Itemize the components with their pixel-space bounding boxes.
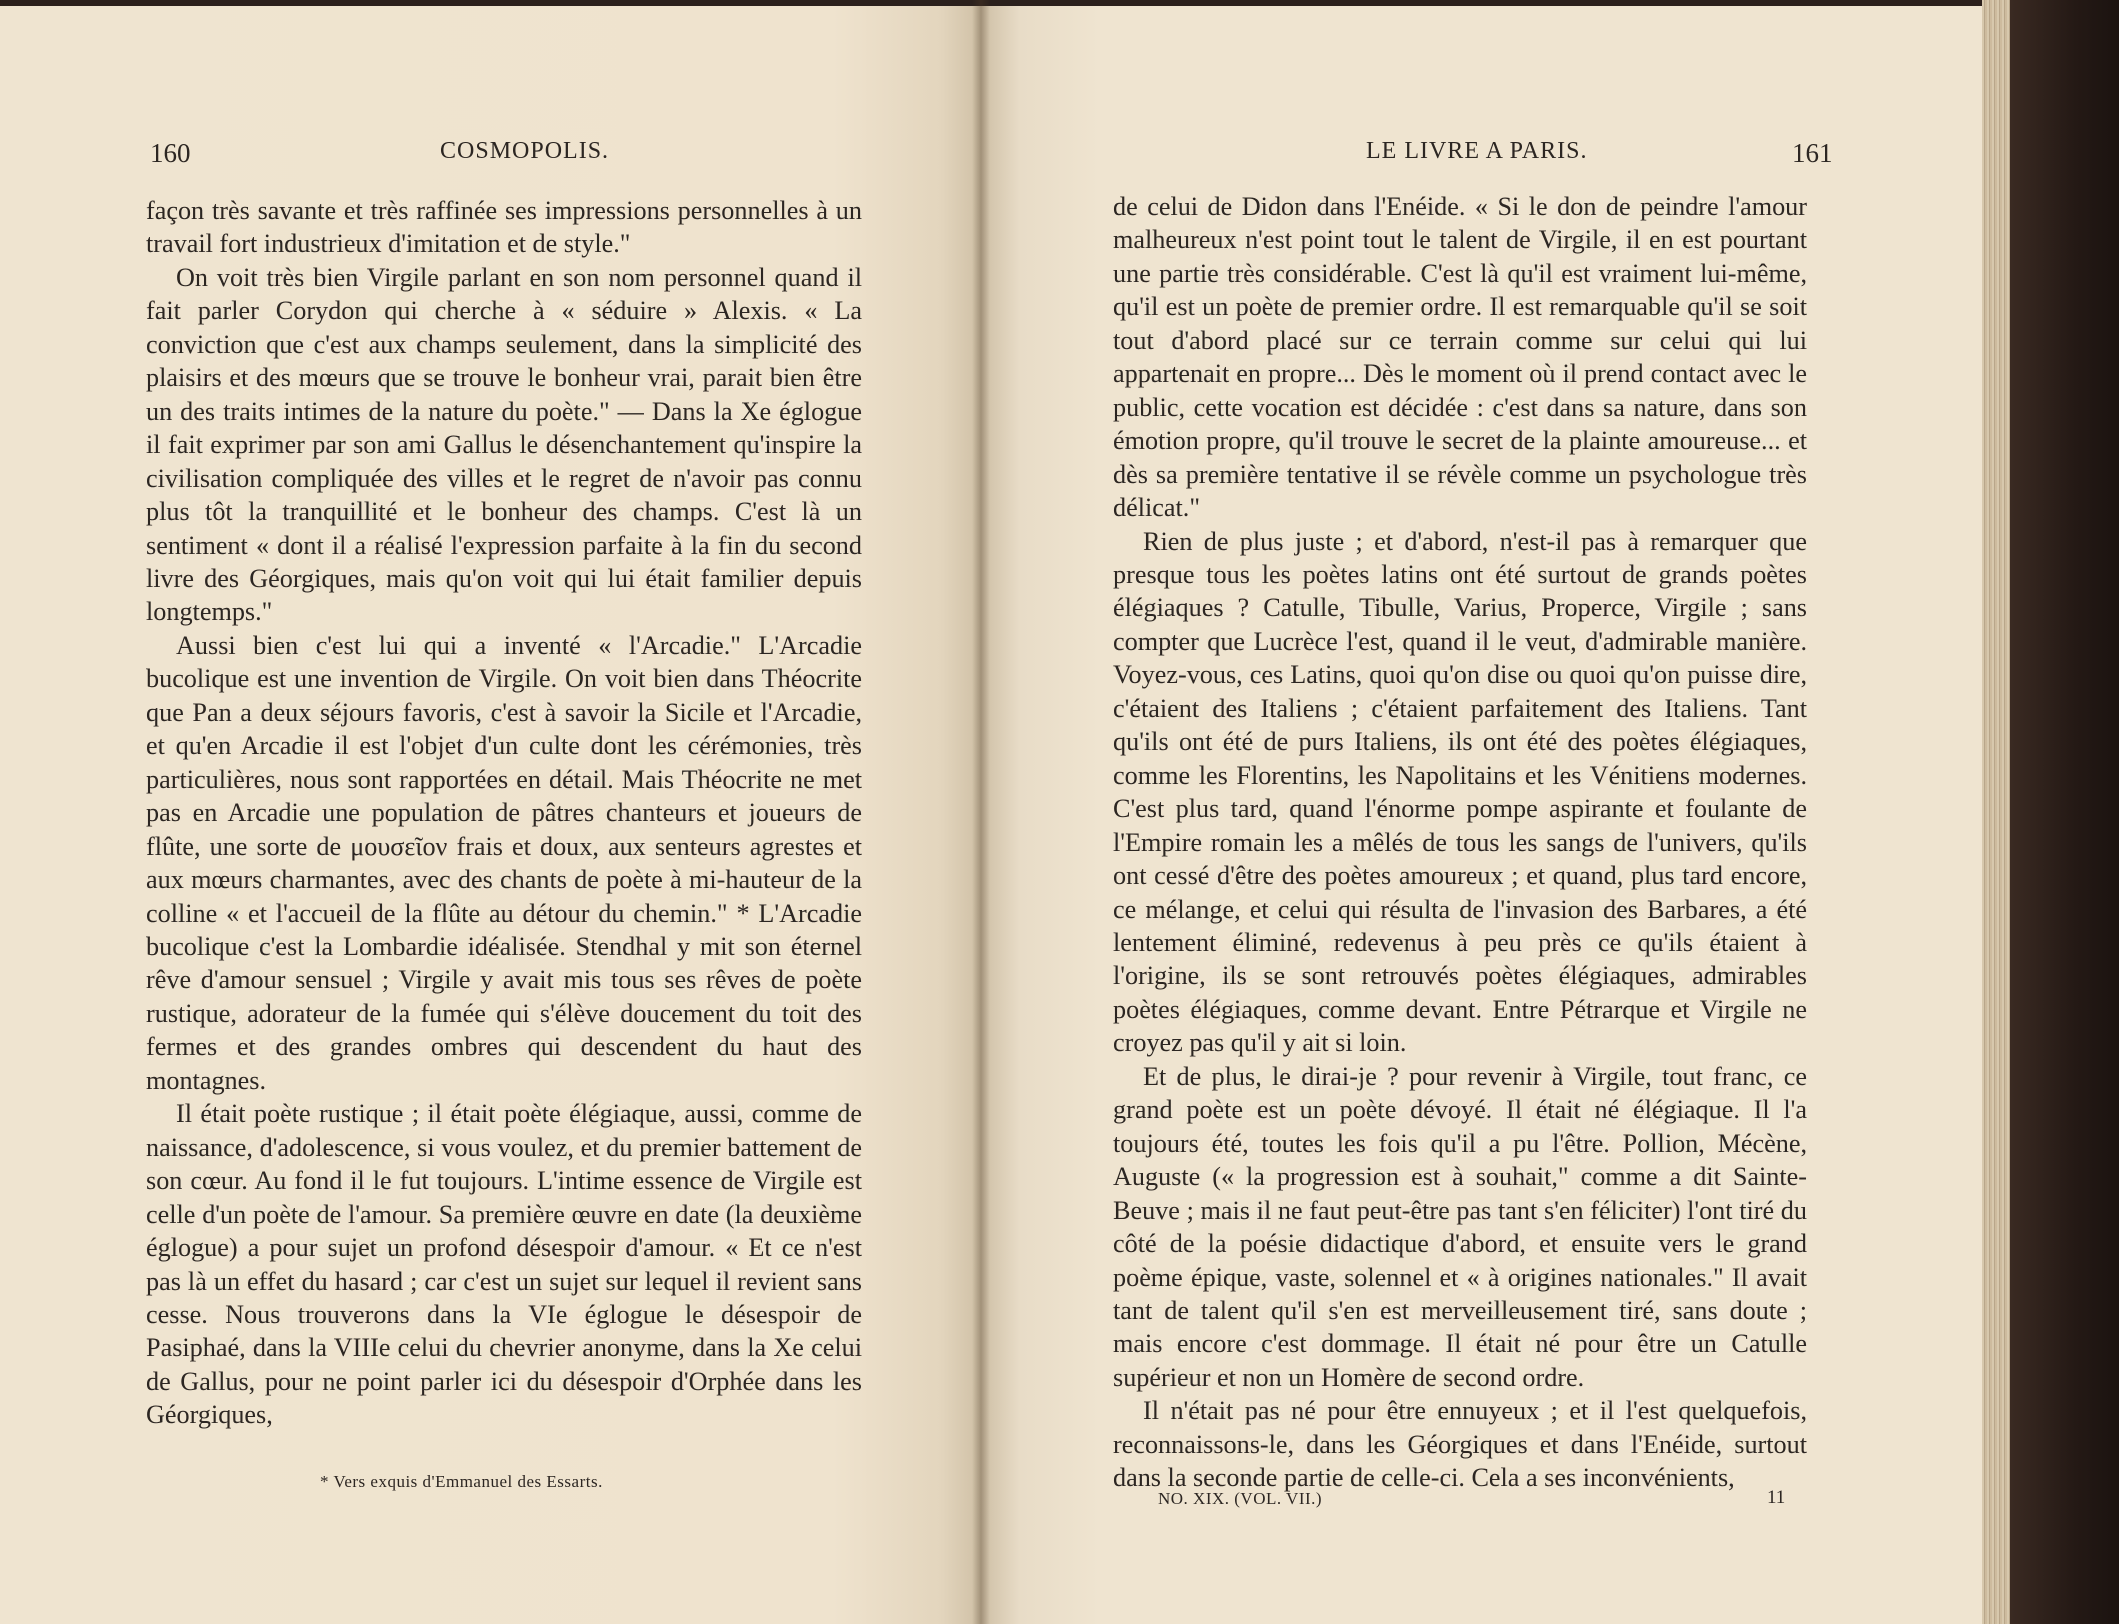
paragraph: Et de plus, le dirai-je ? pour revenir à Virgile, tout franc, ce grand poète est un poète dévoyé. Il était né élégiaque. Il l'a toujours été, toutes les fois qu'il a pu l'être. Pollion, Mécène, Auguste (« la progression est à souhait," comme a dit Sainte-Beuve ; mais il ne faut peut-être pas tant s'en féliciter) l'ont tiré du côté de la poésie didactique d'abord, et ensuite vers le grand poème épique, vaste, solennel et « à origines nationales." Il avait tant de talent qu'il s'en est merveilleusement tiré, sans doute ; mais encore c'est dommage. Il était né pour être un Catulle supérieur et non un Homère de second ordre. [1113,1061,1807,1392]
left-page-body [146,194,862,1432]
paragraph: On voit très bien Virgile parlant en son nom personnel quand il fait parler Corydon qui cherche à « séduire » Alexis. « La conviction que c'est aux champs seulement, dans la simplicité des plaisirs et des mœurs que se trouve le bonheur vrai, parait bien être un des traits intimes de la nature du poète." — Dans la Xe églogue il fait exprimer par son ami Gallus le désenchantement qu'inspire la civilisation compliquée des villes et le regret de n'avoir pas connu plus tôt la tranquillité et le bonheur des champs. C'est là un sentiment « dont il a réalisé l'expression parfaite à la fin du second livre des Géorgiques, mais qu'on voit qui lui était familier depuis longtemps." [146,262,862,627]
running-head-left: COSMOPOLIS. [440,138,610,164]
page-number-right: 161 [1792,138,1833,168]
signature-number: 11 [1767,1487,1786,1508]
paragraph: façon très savante et très raffinée ses impressions personnelles à un travail fort industrieux d'imitation et de style." [146,196,862,259]
right-page-body [1113,190,1807,1495]
page-edges [1982,0,2010,1624]
page-number-left: 160 [150,138,191,168]
paragraph: Il était poète rustique ; il était poète élégiaque, aussi, comme de naissance, d'adolescence, si vous voulez, et du premier battement de son cœur. Au fond il le fut toujours. L'intime essence de Virgile est celle d'un poète de l'amour. Sa première œuvre en date (la deuxième églogue) a pour sujet un profond désespoir d'amour. « Et ce n'est pas là un effet du hasard ; car c'est un sujet sur lequel il revient sans cesse. Nous trouverons dans la VIe églogue le désespoir de Pasiphaé, dans la VIIIe celui du chevrier anonyme, dans la Xe celui de Gallus, pour ne point parler ici du désespoir d'Orphée dans les Géorgiques, [146,1099,862,1430]
paragraph: Rien de plus juste ; et d'abord, n'est-il pas à remarquer que presque tous les poètes latins ont été surtout de grands poètes élégiaques ? Catulle, Tibulle, Varius, Properce, Virgile ; sans compter que Lucrèce l'est, quand il le veut, d'admirable manière. Voyez-vous, ces Latins, quoi qu'on dise ou quoi qu'on puisse dire, c'étaient des Italiens ; c'étaient parfaitement des Italiens. Tant qu'ils ont été de purs Italiens, ils ont été des poètes élégiaques, comme les Florentins, les Napolitains et les Vénitiens modernes. C'est plus tard, quand l'énorme pompe aspirante et foulante de l'Empire romain les a mêlés de tous les sangs de l'univers, qu'ils ont cessé d'être des poètes amoureux ; et quand, plus tard encore, ce mélange, et celui qui résulta de l'invasion des Barbares, a été lentement éliminé, redevenus à peu près ce qu'ils étaient à l'origine, ils se sont retrouvés poètes élégiaques, admirables poètes élégiaques, comme devant. Entre Pétrarque et Virgile ne croyez pas qu'il y ait si loin. [1113,526,1807,1058]
running-head-right: LE LIVRE A PARIS. [1366,138,1588,164]
paragraph: de celui de Didon dans l'Enéide. « Si le don de peindre l'amour malheureux n'est point tout le talent de Virgile, il en est pourtant une partie très considérable. C'est là qu'il est vraiment lui-même, qu'il est un poète de premier ordre. Il est remarquable qu'il se soit tout d'abord placé sur ce terrain comme sur celui qui lui appartenait en propre... Dès le moment où il prend contact avec le public, cette vocation est décidée : c'est dans sa nature, dans son émotion propre, qu'il trouve le secret de la plainte amoureuse... et dès sa première tentative il se révèle comme un psychologue très délicat." [1113,192,1807,523]
paragraph: Il n'était pas né pour être ennuyeux ; et il l'est quelquefois, reconnaissons-le, dans les Géorgiques et dans l'Enéide, surtout dans la seconde partie de celle-ci. Cela a ses inconvénients, [1113,1396,1807,1493]
left-page [0,6,980,1624]
signature-mark: NO. XIX. (VOL. VII.) [1158,1489,1323,1508]
book-gutter [972,0,990,1624]
right-page [980,6,1982,1624]
paragraph: Aussi bien c'est lui qui a inventé « l'Arcadie." L'Arcadie bucolique est une invention de Virgile. On voit bien dans Théocrite que Pan a deux séjours favoris, c'est à savoir la Sicile et l'Arcadie, et qu'en Arcadie il est l'objet d'un culte dont les cérémonies, très particulières, nous sont rapportées en détail. Mais Théocrite ne met pas en Arcadie une population de pâtres chanteurs et joueurs de flûte, une sorte de μουσεῖον frais et doux, aux senteurs agrestes et aux mœurs charmantes, avec des chants de poète à mi-hauteur de la colline « et l'accueil de la flûte au détour du chemin." * L'Arcadie bucolique c'est la Lombardie idéalisée. Stendhal y mit son éternel rêve d'amour sensuel ; Virgile y avait mis tous ses rêves de poète rustique, adorateur de la fumée qui s'élève doucement du toit des fermes et des grandes ombres qui descendent du haut des montagnes. [146,630,862,1095]
footnote: * Vers exquis d'Emmanuel des Essarts. [320,1472,603,1491]
book-cover-edge [2010,0,2119,1624]
